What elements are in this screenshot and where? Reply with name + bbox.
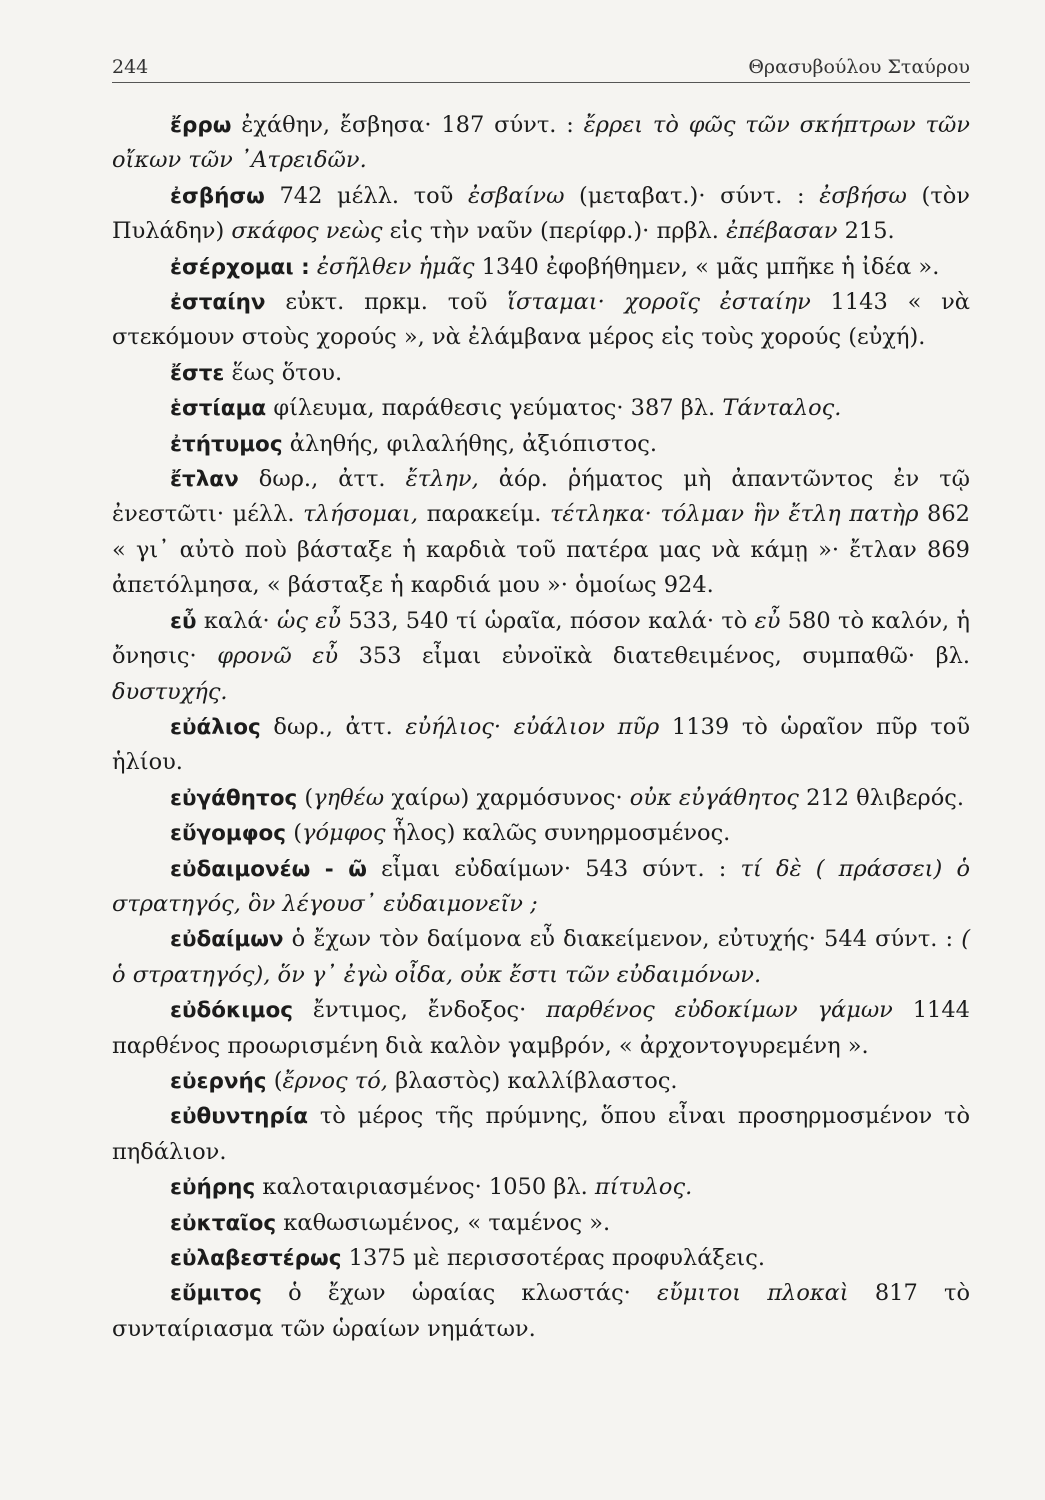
glossary-entry <box>112 816 970 851</box>
entry-quote: ( ὁ στρατηγός), ὅν γ᾿ ἐγὼ οἶδα, οὐκ ἔστι τῶν εὐδαιμόνων. <box>112 926 970 988</box>
glossary-entry <box>112 1206 970 1241</box>
entry-headword: εὐγάθητος <box>170 785 298 811</box>
entry-text: 1340 ἐφοβήθημεν, « μᾶς μπῆκε ἡ ἰδέα ». <box>474 253 940 280</box>
entry-headword: εὖ <box>170 608 197 634</box>
entry-quote: γηθέω <box>313 784 385 811</box>
entry-quote: γόμφος <box>302 820 386 847</box>
entry-headword: εὐερνής <box>170 1068 267 1094</box>
header-rule <box>112 82 970 83</box>
entry-quote: ἔρνος τό, <box>282 1067 388 1094</box>
entry-text: (μεταβατ.)· σύντ. : <box>564 182 820 209</box>
entry-headword: εὐδαιμονέω - ῶ <box>170 856 367 882</box>
entry-text: καθωσιωμένος, « ταμένος ». <box>276 1209 611 1236</box>
entry-text: ( <box>297 784 314 811</box>
entry-quote: Τάνταλος. <box>722 395 842 422</box>
entry-headword: εὐάλιος <box>170 714 261 740</box>
glossary-entry <box>112 993 970 1064</box>
entry-text: 215. <box>837 218 895 245</box>
glossary-entry <box>112 604 970 710</box>
entry-headword: εὐδόκιμος <box>170 998 294 1024</box>
entry-text: καλοταιριασμένος· 1050 βλ. <box>255 1174 595 1201</box>
entry-quote: εὐήλιος· εὐάλιον πῦρ <box>405 713 660 740</box>
entry-headword: εὔγομφος <box>170 821 287 847</box>
entry-headword: ἔστε <box>170 360 225 386</box>
entry-headword: ἑστίαμα <box>170 396 267 422</box>
entry-text: ( <box>286 820 302 847</box>
entry-text: χαίρω) χαρμόσυνος· <box>384 784 630 811</box>
glossary-entry <box>112 391 970 426</box>
entry-quote: εὖ <box>754 607 781 634</box>
entry-text: βλαστὸς) καλλίβλαστος. <box>387 1067 678 1094</box>
glossary-entry <box>112 108 970 179</box>
entry-headword: ἐσέρχομαι : <box>170 254 310 280</box>
running-title: Θρασυβούλου Σταύρου <box>748 56 970 78</box>
entry-text: 1144 παρθένος προωρισμένη διὰ καλὸν γαμβρόν, « ἀρχοντογυρεμένη ». <box>112 997 970 1059</box>
glossary-entry <box>112 1170 970 1205</box>
entry-quote: δυστυχής. <box>112 678 228 705</box>
entry-text: τὸ μέρος τῆς πρύμνης, ὅπου εἶναι προσηρμοσμένον τὸ πηδάλιον. <box>112 1103 970 1165</box>
entry-headword: ἐτήτυμος <box>170 431 283 457</box>
entry-quote: ἐπέβασαν <box>726 218 838 245</box>
entry-quote: παρθένος εὐδοκίμων γάμων <box>546 997 893 1024</box>
entry-text: 1143 « νὰ στεκόμουν στοὺς χορούς », νὰ ἐλάμβανα μέρος εἰς τοὺς χορούς (εὐχή). <box>112 289 970 351</box>
glossary-entry <box>112 781 970 816</box>
entry-text: εἶμαι εὐδαίμων· 543 σύντ. : <box>366 855 741 882</box>
glossary-entry <box>112 1099 970 1170</box>
entry-text: 533, 540 τί ὡραῖα, πόσον καλά· τὸ <box>341 607 755 634</box>
glossary-body <box>112 108 970 1347</box>
entry-text: ἔντιμος, ἔνδοξος· <box>293 997 547 1024</box>
entry-text: 212 θλιβερός. <box>798 784 964 811</box>
entry-text: εὐκτ. πρκμ. τοῦ <box>265 289 508 316</box>
entry-text: ἐχάθην, ἔσβησα· 187 σύντ. : <box>231 112 584 138</box>
entry-headword: ἔρρω <box>170 113 232 138</box>
entry-text: καλά· <box>196 607 278 634</box>
entry-text: 817 τὸ συνταίριασμα τῶν ὡραίων νημάτων. <box>112 1280 970 1342</box>
entry-text: ὁ ἔχων ὡραίας κλωστάς· <box>261 1280 658 1307</box>
entry-text: ( <box>266 1067 283 1094</box>
entry-quote: σκάφος νεὼς <box>231 218 383 245</box>
glossary-entry <box>112 1064 970 1099</box>
entry-text: 862 « γι᾿ αὐτὸ ποὺ βάσταξε ἡ καρδιὰ τοῦ πατέρα μας νὰ κάμῃ »· ἔτλαν 869 ἀπετόλμησα, « βάσταξε ἡ καρδιά μου »· ὁμοίως 924. <box>112 501 970 599</box>
glossary-entry <box>112 710 970 781</box>
entry-text: δωρ., ἀττ. <box>238 466 406 493</box>
glossary-entry <box>112 1276 970 1347</box>
entry-headword: ἔτλαν <box>170 467 239 493</box>
entry-quote: ἔτλην, <box>405 466 479 493</box>
glossary-entry <box>112 356 970 391</box>
entry-text: 353 εἶμαι εὐνοϊκὰ διατεθειμένος, συμπαθῶ· βλ. <box>338 643 970 670</box>
entry-text: 580 τὸ καλόν, ἡ ὄνησις· <box>112 607 971 670</box>
page-header <box>112 38 970 78</box>
entry-quote: ἵσταμαι· χοροῖς ἐσταίην <box>507 289 811 316</box>
entry-headword: εὐήρης <box>170 1175 256 1201</box>
entry-quote: εὔμιτοι πλοκαὶ <box>657 1280 849 1307</box>
entry-text: ἀόρ. ῥήματος μὴ ἀπαντῶντος ἐν τῷ ἐνεστῶτι· μέλλ. <box>112 466 970 528</box>
glossary-entry <box>112 250 970 285</box>
glossary-entry <box>112 1241 970 1276</box>
entry-text: ἧλος) καλῶς συνηρμοσμένος. <box>385 820 731 847</box>
entry-text: δωρ., ἀττ. <box>260 713 406 740</box>
entry-quote: τλήσομαι, <box>303 501 419 528</box>
entry-quote: ἐσβήσω <box>819 182 907 209</box>
page-number: 244 <box>112 56 149 78</box>
entry-text: ἀληθής, φιλαλήθης, ἀξιόπιστος. <box>282 430 657 457</box>
entry-text <box>310 254 317 280</box>
entry-headword: ἐσταίην <box>170 290 266 316</box>
entry-headword: ἐσβήσω <box>170 183 265 209</box>
entry-quote: πίτυλος. <box>594 1174 693 1201</box>
glossary-entry <box>112 922 970 993</box>
glossary-entry <box>112 179 970 250</box>
entry-text: εἰς τὴν ναῦν (περίφρ.)· πρβλ. <box>382 218 727 245</box>
entry-headword: εὔμιτος <box>170 1281 262 1307</box>
entry-headword: εὐδαίμων <box>170 927 284 953</box>
glossary-entry <box>112 462 970 604</box>
entry-quote: ἐσῆλθεν ἡμᾶς <box>316 253 475 280</box>
glossary-entry <box>112 285 970 356</box>
entry-quote: ἔρρει τὸ φῶς τῶν σκήπτρων τῶν οἴκων τῶν ᾿Ατρειδῶν. <box>112 112 970 174</box>
entry-headword: εὐλαβεστέρως <box>170 1246 342 1271</box>
entry-text: 742 μέλλ. τοῦ <box>264 182 468 209</box>
entry-quote: τί δὲ ( πράσσει) ὁ στρατηγός, ὃν λέγουσ᾿ εὐδαιμονεῖν ; <box>112 855 970 917</box>
glossary-entry <box>112 427 970 462</box>
entry-text: (τὸν Πυλάδην) <box>112 182 970 245</box>
entry-quote: ὡς εὖ <box>277 607 342 634</box>
entry-text: ἕως ὅτου. <box>224 359 343 386</box>
entry-headword: εὐθυντηρία <box>170 1104 308 1130</box>
glossary-entry <box>112 852 970 923</box>
entry-quote: οὐκ εὐγάθητος <box>629 784 799 811</box>
entry-text: 1139 τὸ ὡραῖον πῦρ τοῦ ἡλίου. <box>112 713 970 776</box>
entry-text: φίλευμα, παράθεσις γεύματος· 387 βλ. <box>266 395 723 422</box>
entry-quote: ἐσβαίνω <box>467 182 565 209</box>
entry-text: παρακείμ. <box>418 501 550 528</box>
entry-text: ὁ ἔχων τὸν δαίμονα εὖ διακείμενον, εὐτυχής· 544 σύντ. : <box>283 926 962 953</box>
entry-quote: τέτληκα· τόλμαν ἣν ἔτλη πατὴρ <box>549 501 919 528</box>
entry-text: 1375 μὲ περισσοτέρας προφυλάξεις. <box>341 1245 766 1271</box>
entry-quote: φρονῶ εὖ <box>217 643 339 670</box>
entry-headword: εὐκταῖος <box>170 1210 277 1236</box>
